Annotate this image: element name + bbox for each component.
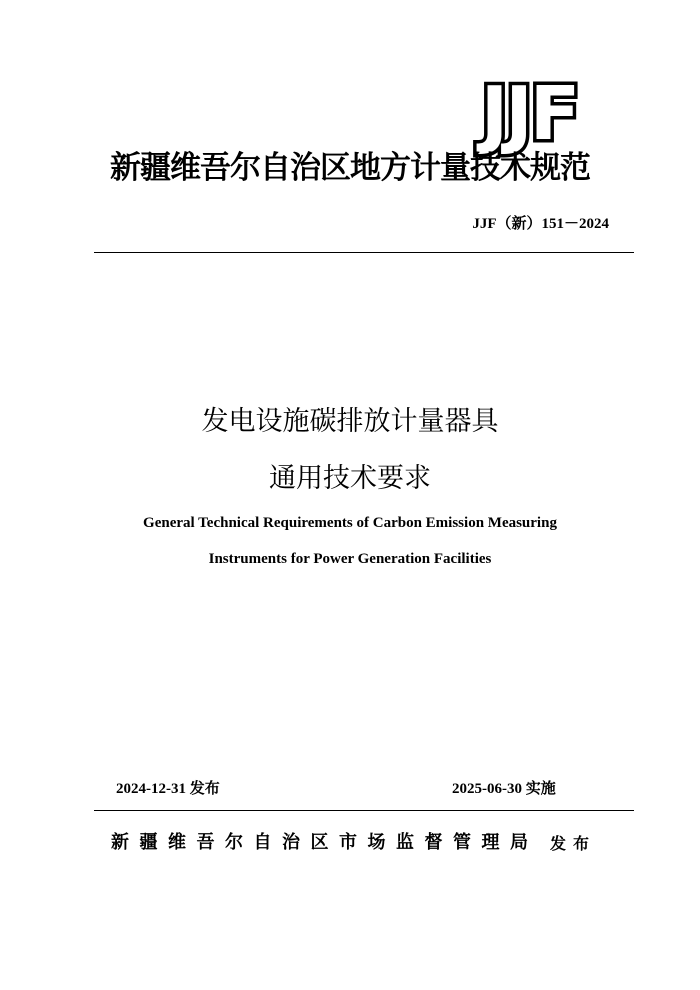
series-title: 新疆维吾尔自治区地方计量技术规范 bbox=[110, 150, 590, 186]
issue-date: 2024-12-31 发布 bbox=[116, 781, 220, 797]
publish-label: 发布 bbox=[550, 834, 597, 853]
publisher-name: 新疆维吾尔自治区市场监督管理局 bbox=[111, 832, 539, 853]
document-title-en-line1: General Technical Requirements of Carbon Emission Measuring bbox=[143, 515, 557, 531]
implementation-date: 2025-06-30 实施 bbox=[452, 781, 556, 797]
document-title-cn-line2: 通用技术要求 bbox=[269, 463, 431, 494]
bottom-divider bbox=[94, 810, 634, 811]
jjf-logo bbox=[448, 71, 610, 157]
top-divider bbox=[94, 252, 634, 253]
document-title-en-line2: Instruments for Power Generation Facilities bbox=[208, 551, 492, 567]
standard-number: JJF（新）151－2024 bbox=[472, 216, 609, 232]
document-title-cn-line1: 发电设施碳排放计量器具 bbox=[201, 406, 499, 437]
jjf-logo-letters: JJF bbox=[480, 71, 578, 157]
